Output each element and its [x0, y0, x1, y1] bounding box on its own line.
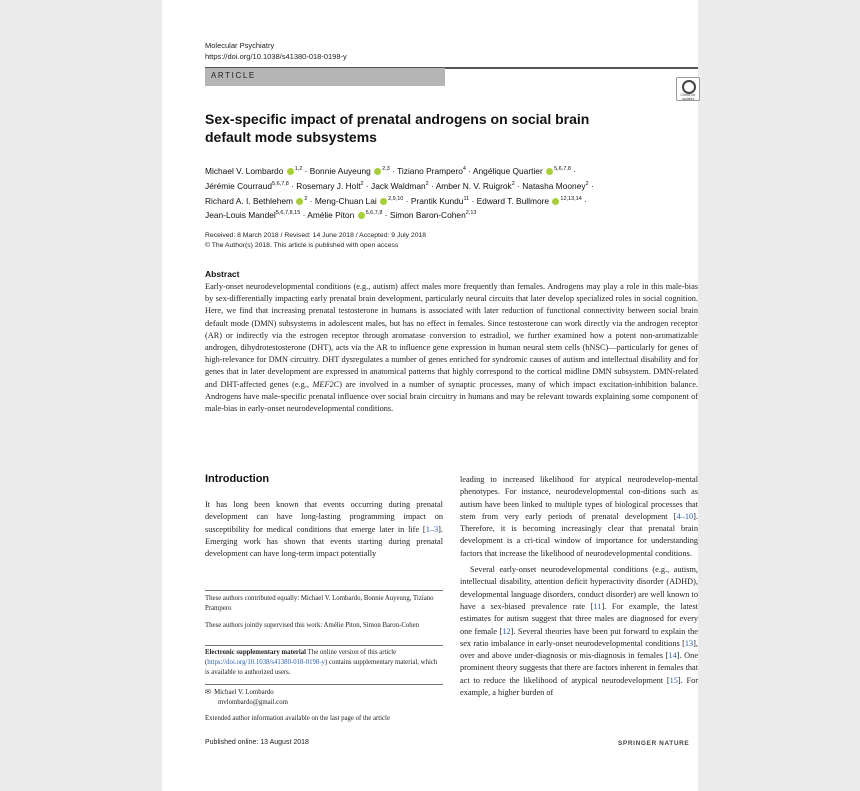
- footnote-rule: [205, 645, 443, 646]
- author-name: · Amber N. V. Ruigrok: [428, 180, 512, 191]
- affiliation-sup: 5,6,7,8: [272, 180, 289, 187]
- corresponding-author: [205, 688, 443, 708]
- separator: ·: [581, 195, 587, 206]
- affiliation-sup: 2: [425, 180, 429, 187]
- author-name: · Rosemary J. Holt: [288, 180, 361, 191]
- journal-doi[interactable]: https://doi.org/10.1038/s41380-018-0198-y: [205, 52, 347, 61]
- article-title: Sex-specific impact of prenatal androgens on social brain default mode subsystems: [205, 111, 590, 145]
- gene-name: MEF2C: [312, 379, 340, 389]
- affiliation-sup: 2,13: [465, 210, 477, 217]
- author-name: Jean-Louis Mandel: [205, 210, 276, 221]
- affiliation-sup: 4: [462, 166, 466, 172]
- orcid-icon[interactable]: [380, 198, 387, 205]
- author-name: · Bonnie Auyeung: [302, 165, 374, 176]
- citation-link[interactable]: 13: [684, 638, 694, 648]
- footnote-rule: [205, 590, 443, 591]
- affiliation-sup: 11: [463, 195, 470, 202]
- author-name: · Angélique Quartier: [465, 165, 546, 176]
- intro-paragraph: Several early-onset neurodevelopmental conditions (e.g., autism, intellectual disability, attention deficit hyperactivity disorder (ADHD), developmental language disorders, conduct disorder) are well known to have a sex-biased prevalence rate [11]. For example, the latest estimates for autism suggest that three males are diagnosed for every one female [12]. Several theories have been put forward to explain the sex ratio imbalance in early-onset neurodevelopmental conditions [13], over and above under-diagnosis or mis-diagnosis in females [14]. One prominent theory suggests that there are factors inherent in females that act to reduce the likelihood of atypical neurodevelopment [15]. For example, a higher burden of: [460, 565, 699, 698]
- published-date: Published online: 13 August 2018: [205, 739, 309, 746]
- citation-link[interactable]: 15: [669, 675, 678, 685]
- author-name: · Simon Baron-Cohen: [382, 210, 466, 221]
- affiliation-sup: 5,6,7,8: [554, 166, 571, 172]
- journal-name: Molecular Psychiatry: [205, 41, 275, 50]
- footnote-joint-supervision: These authors jointly supervised this work: Amélie Piton, Simon Baron-Cohen: [205, 622, 420, 629]
- affiliation-sup: 2: [585, 180, 589, 187]
- orcid-icon[interactable]: [552, 198, 559, 205]
- citation-link[interactable]: 12: [502, 626, 511, 636]
- esm-link[interactable]: https://doi.org/10.1038/s41380-018-0198-y: [207, 658, 325, 666]
- orcid-icon[interactable]: [287, 168, 294, 175]
- citation-link[interactable]: 14: [668, 651, 677, 661]
- article-dates: [205, 231, 426, 251]
- affiliation-sup: 2,9,10: [388, 195, 404, 202]
- contact-email[interactable]: mvlombardo@gmail.com: [218, 698, 288, 706]
- orcid-icon[interactable]: [358, 212, 365, 219]
- author-name: · Prantik Kundu: [403, 195, 464, 206]
- intro-column-left: It has long been known that events occurring during prenatal development can have long-lasting programming impact on susceptibility for medical conditions that emerge later in life [1–3]. Emerging work has shown that events starting during prenatal development can have long-term impact potentially: [205, 500, 443, 559]
- citation-link[interactable]: 11: [593, 601, 602, 611]
- check-for-updates-badge[interactable]: [676, 77, 700, 101]
- author-name: Richard A. I. Bethlehem: [205, 195, 296, 206]
- author-name: Michael V. Lombardo: [205, 165, 286, 176]
- orcid-icon[interactable]: [374, 168, 381, 175]
- affiliation-sup: 2: [511, 180, 515, 187]
- abstract-text: Early-onset neurodevelopmental conditions (e.g., autism) affect males more frequently than females. Androgens may play a role in this male-bias by sex-differentially impacting early prenatal brain development, particularly neural circuits that later develop specialized roles in social cognition. Here, we find that increasing prenatal testosterone in humans is associated with later reduction of functional connectivity between social brain default mode (DMN) subsystems in adolescent males, but has no effect in females. Since testosterone can work directly via the androgen receptor (AR) or indirectly via the estrogen receptor through aromatase conversion to estradiol, we further examined how a potent non-aromatizable androgen, dihydrotestosterone (DHT), acts via the AR to influence gene expression in human neural stem cells (hNSC)—particularly for genes of high-relevance for DMN circuitry. DHT dysregulates a number of genes enriched for syndromic causes of autism and intellectual disability and for genes that in later development are expressed in anatomical patterns that highly correspond to the cortical midline DMN subsystem. DMN-related and DHT-affected genes (e.g., MEF2C) are involved in a number of synaptic processes, many of which impact excitation-inhibition balance. Androgens have male-specific prenatal influence over social brain circuitry in humans and may be relevant towards explaining some component of male-bias in early-onset neurodevelopmental conditions.: [205, 282, 698, 414]
- author-name: · Edward T. Bullmore: [469, 195, 552, 206]
- affiliation-sup: 5,6,7,8,15: [275, 210, 301, 217]
- author-list: [205, 163, 698, 222]
- paper-page: [162, 0, 698, 791]
- email-icon: ✉: [205, 689, 211, 696]
- orcid-icon[interactable]: [296, 198, 303, 205]
- abstract-heading: Abstract: [205, 269, 240, 279]
- affiliation-sup: 5,6,7,8: [365, 210, 383, 217]
- check-updates-icon: [682, 80, 696, 94]
- citation-link[interactable]: 1–3: [425, 524, 439, 534]
- section-label: ARTICLE: [211, 71, 256, 80]
- author-name: · Amélie Piton: [300, 210, 357, 221]
- copyright-notice: © The Author(s) 2018. This article is published with open access: [205, 242, 399, 249]
- section-label-bar: [205, 68, 445, 86]
- affiliation-sup: 2,3: [382, 166, 390, 172]
- author-name: · Tiziano Prampero: [389, 165, 463, 176]
- footnote-esm: Electronic supplementary material The online version of this article (https://doi.org/10.1038/s41380-018-0198-y) contains supplementary material, which is available to authorized users.: [205, 649, 438, 676]
- contact-name: Michael V. Lombardo: [214, 689, 274, 696]
- received-dates: Received: 8 March 2018 / Revised: 14 June 2018 / Accepted: 9 July 2018: [205, 232, 427, 239]
- intro-paragraph: leading to increased likelihood for atypical neurodevelop-mental phenotypes. For instance, neurodevelopmental con-ditions such as autism have been linked to multiple types of biological processes that stem from very early periods of prenatal development [4–10]. Therefore, it is becoming increasingly clear that prenatal brain development is a cri-tical window of importance for understanding factors that increase the likelihood of neurodevelopmental conditions.: [460, 475, 698, 558]
- publisher-logo: SPRINGER NATURE: [618, 740, 690, 747]
- citation-link[interactable]: 4–10: [676, 511, 694, 521]
- author-name: Jérémie Courraud: [205, 180, 273, 191]
- author-name: · Meng-Chuan Lai: [307, 195, 380, 206]
- separator: ·: [570, 165, 577, 176]
- separator: ·: [588, 180, 594, 191]
- affiliation-sup: 12,13,14: [560, 195, 582, 202]
- extended-author-info: Extended author information available on the last page of the article: [205, 715, 390, 722]
- introduction-heading: Introduction: [205, 473, 270, 485]
- affiliation-sup: 2: [360, 180, 364, 187]
- footnote-rule: [205, 684, 443, 685]
- affiliation-sup: 1,2: [294, 166, 303, 172]
- author-name: · Jack Waldman: [363, 180, 426, 191]
- author-name: · Natasha Mooney: [514, 180, 586, 191]
- intro-column-right: [460, 474, 698, 699]
- footnote-equal-contribution: These authors contributed equally: Michael V. Lombardo, Bonnie Auyeung, Tiziano Prampero: [205, 595, 434, 612]
- orcid-icon[interactable]: [546, 168, 553, 175]
- affiliation-sup: 2: [304, 195, 308, 202]
- badge-text: Check for updates: [680, 93, 696, 101]
- journal-header: [205, 40, 347, 62]
